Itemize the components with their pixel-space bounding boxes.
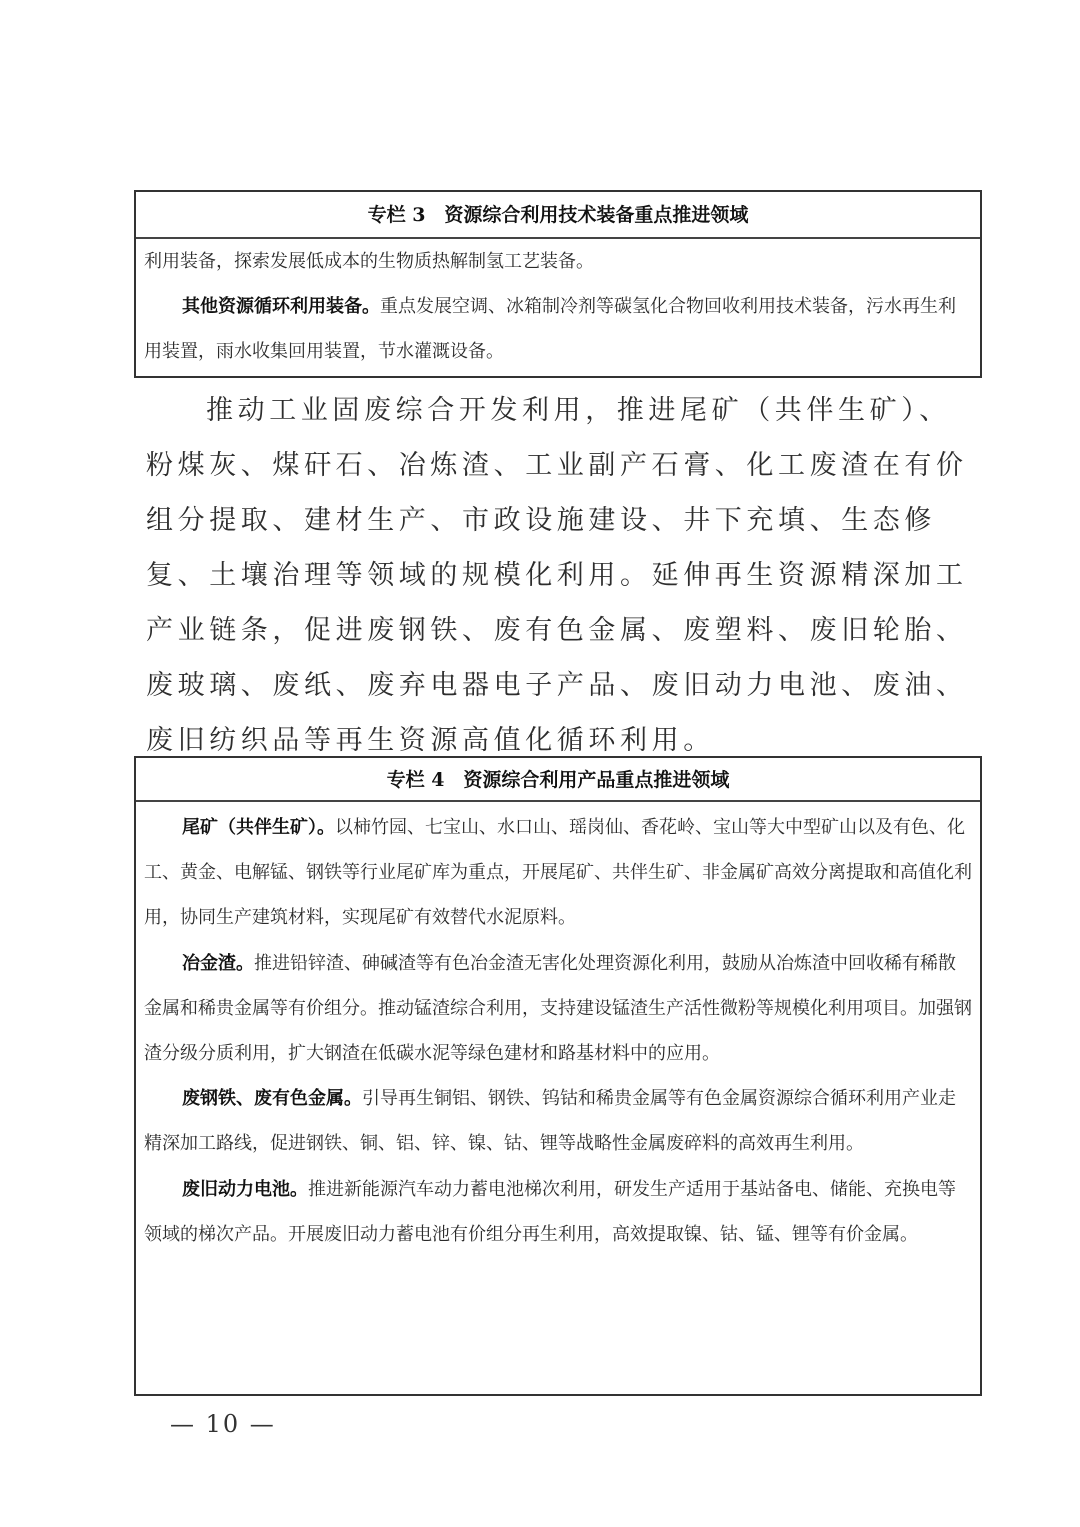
item-heading: 冶金渣。: [182, 952, 254, 974]
feature-box-4-item: [144, 1167, 972, 1257]
feature-box-3-body: [136, 239, 980, 374]
item-text: 引导再生铜铝、钢铁、钨钴和稀贵金属等有色金属资源综合循环利用产业走精深加工路线，促进钢铁、铜、铝、锌、镍、钴、锂等战略性金属废碎料的高效再生利用。: [144, 1088, 956, 1155]
item-text: 以柿竹园、七宝山、水口山、瑶岗仙、香花岭、宝山等大中型矿山以及有色、化工、黄金、电解锰、钢铁等行业尾矿库为重点，开展尾矿、共伴生矿、非金属矿高效分离提取和高值化利用，协同生产建筑材料，实现尾矿有效替代水泥原料。: [144, 817, 972, 929]
feature-box-4-title: 专栏 4 资源综合利用产品重点推进领域: [136, 758, 980, 802]
body-text: [146, 383, 976, 768]
item-text: 推进新能源汽车动力蓄电池梯次利用，研发生产适用于基站备电、储能、充换电等领域的梯次产品。开展废旧动力蓄电池有价组分再生利用，高效提取镍、钴、锰、锂等有价金属。: [144, 1178, 956, 1245]
feature-box-4-item: [144, 941, 972, 1077]
feature-box-3-continuation: 利用装备，探索发展低成本的生物质热解制氢工艺装备。: [144, 251, 594, 272]
feature-box-4-body: [136, 802, 980, 1257]
feature-box-4: [134, 756, 982, 1396]
feature-box-3-title: 专栏 3 资源综合利用技术装备重点推进领域: [136, 192, 980, 239]
feature-box-3: [134, 190, 982, 378]
item-heading: 其他资源循环利用装备。: [182, 296, 380, 317]
item-text: 重点发展空调、冰箱制冷剂等碳氢化合物回收利用技术装备，污水再生利用装置，雨水收集回用装置，节水灌溉设备。: [144, 296, 956, 362]
item-heading: 尾矿（共伴生矿）。: [182, 817, 335, 838]
item-heading: 废钢铁、废有色金属。: [182, 1088, 362, 1110]
page-number: — 10 —: [170, 1410, 276, 1438]
feature-box-4-item: [144, 1076, 972, 1166]
feature-box-3-item: [144, 284, 972, 374]
item-heading: 废旧动力电池。: [182, 1178, 308, 1200]
item-text: 推进铅锌渣、砷碱渣等有色冶金渣无害化处理资源化利用，鼓励从冶炼渣中回收稀有稀散金属和稀贵金属等有价组分。推动锰渣综合利用，支持建设锰渣生产活性微粉等规模化利用项目。加强钢渣分级分质利用，扩大钢渣在低碳水泥等绿色建材和路基材料中的应用。: [144, 952, 972, 1065]
body-paragraph: 推动工业固废综合开发利用，推进尾矿（共伴生矿）、粉煤灰、煤矸石、冶炼渣、工业副产石膏、化工废渣在有价组分提取、建材生产、市政设施建设、井下充填、生态修复、土壤治理等领域的规模化利用。延伸再生资源精深加工产业链条，促进废钢铁、废有色金属、废塑料、废旧轮胎、废玻璃、废纸、废弃电器电子产品、废旧动力电池、废油、废旧纺织品等再生资源高值化循环利用。: [146, 395, 968, 756]
feature-box-4-item: [144, 805, 972, 941]
